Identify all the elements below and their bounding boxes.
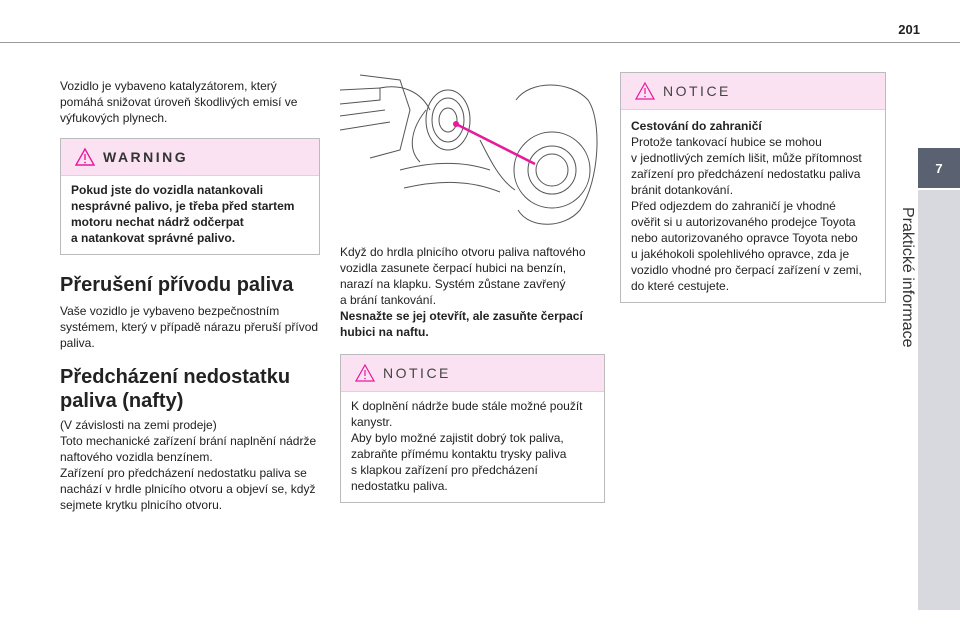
notice-line: nedostatku paliva. (351, 479, 448, 493)
text-line: nachází v hrdle plnicího otvoru a objeví se, když (60, 482, 316, 496)
intro-line: pomáhá snižovat úroveň škodlivých emisí ve (60, 95, 298, 109)
notice-header (341, 355, 604, 392)
notice-triangle-icon (355, 364, 375, 382)
text-line: naftového vozidla benzínem. (60, 450, 213, 464)
notice-box (340, 354, 605, 503)
chapter-tab-title: Praktické informace (899, 207, 916, 348)
notice-line: vozidlo vhodné pro čerpací zařízení v zemi, (631, 263, 862, 277)
page-number: 201 (898, 22, 920, 37)
warning-box (60, 138, 320, 255)
warning-line: a natankovat správné palivo. (71, 231, 236, 245)
warning-label: WARNING (103, 149, 189, 165)
notice-line: Protože tankovací hubice se mohou (631, 135, 822, 149)
text-line: systémem, který v případě nárazu přeruší přívod (60, 320, 319, 334)
notice-line: kanystr. (351, 415, 393, 429)
notice-line: v jednotlivých zemích lišit, může přítomnost (631, 151, 862, 165)
notice-line: zabraňte přímému kontaktu trysky paliva (351, 447, 567, 461)
bold-line: hubici na naftu. (340, 325, 429, 339)
intro-line: výfukových plynech. (60, 111, 168, 125)
notice-line: bránit dotankování. (631, 183, 734, 197)
notice-line: do které cestujete. (631, 279, 730, 293)
text-line: a brání tankování. (340, 293, 437, 307)
heading-misfuel-prevention (60, 365, 320, 413)
notice-line: K doplnění nádrže bude stále možné použít (351, 399, 583, 413)
text-line: (V závislosti na zemi prodeje) (60, 418, 217, 432)
bold-line: Nesnažte se jej otevřít, ale zasuňte čerpací (340, 309, 583, 323)
chapter-tab-number[interactable]: 7 (918, 148, 960, 188)
warning-line: nesprávné palivo, je třeba před startem (71, 199, 295, 213)
notice-label: NOTICE (663, 83, 731, 99)
notice-box-travel (620, 72, 886, 303)
notice-line: zařízení pro předcházení nedostatku paliva (631, 167, 861, 181)
notice-line: nebo autorizovaného opravce Toyota nebo (631, 231, 858, 245)
notice-label: NOTICE (383, 365, 451, 381)
misfuel-description (340, 244, 605, 340)
misfuel-text (60, 417, 320, 513)
warning-line: motoru nechat nádrž odčerpat (71, 215, 244, 229)
notice-header (621, 73, 885, 110)
text-line: Zařízení pro předcházení nedostatku paliva se (60, 466, 307, 480)
column-2 (340, 244, 605, 503)
heading-line: Předcházení nedostatku (60, 366, 291, 388)
notice-body (341, 392, 604, 502)
heading-line: paliva (nafty) (60, 390, 184, 412)
text-line: vozidla zasunete čerpací hubici na benzín, (340, 261, 567, 275)
notice-line: Aby bylo možné zajistit dobrý tok paliva, (351, 431, 564, 445)
notice-line: s klapkou zařízení pro předcházení (351, 463, 538, 477)
notice-body (621, 110, 885, 302)
text-line: Toto mechanické zařízení brání naplnění nádrže (60, 434, 317, 448)
intro-text (60, 78, 320, 126)
fuel-cutoff-text (60, 303, 320, 351)
notice-title: Cestování do zahraničí (631, 119, 762, 133)
column-3 (620, 72, 886, 303)
warning-header (61, 139, 319, 176)
header-rule (0, 42, 960, 43)
notice-line: u jakéhokoli spolehlivého opravce, zda je (631, 247, 850, 261)
notice-line: Před odjezdem do zahraničí je vhodné (631, 199, 836, 213)
text-line: paliva. (60, 336, 95, 350)
fuel-filler-illustration (340, 70, 602, 232)
text-line: narazí na klapku. Systém zůstane zavřený (340, 277, 566, 291)
notice-triangle-icon (635, 82, 655, 100)
warning-triangle-icon (75, 148, 95, 166)
column-1 (60, 78, 320, 513)
warning-line: Pokud jste do vozidla natankovali (71, 183, 264, 197)
chapter-tab[interactable] (918, 190, 960, 610)
heading-fuel-cutoff: Přerušení přívodu paliva (60, 274, 294, 296)
notice-line: ověřit si u autorizovaného prodejce Toyota (631, 215, 856, 229)
text-line: Když do hrdla plnicího otvoru paliva naftového (340, 245, 586, 259)
text-line: Vaše vozidlo je vybaveno bezpečnostním (60, 304, 280, 318)
text-line: sejmete krytku plnicího otvoru. (60, 498, 223, 512)
warning-body (61, 176, 319, 254)
intro-line: Vozidlo je vybaveno katalyzátorem, který (60, 79, 277, 93)
